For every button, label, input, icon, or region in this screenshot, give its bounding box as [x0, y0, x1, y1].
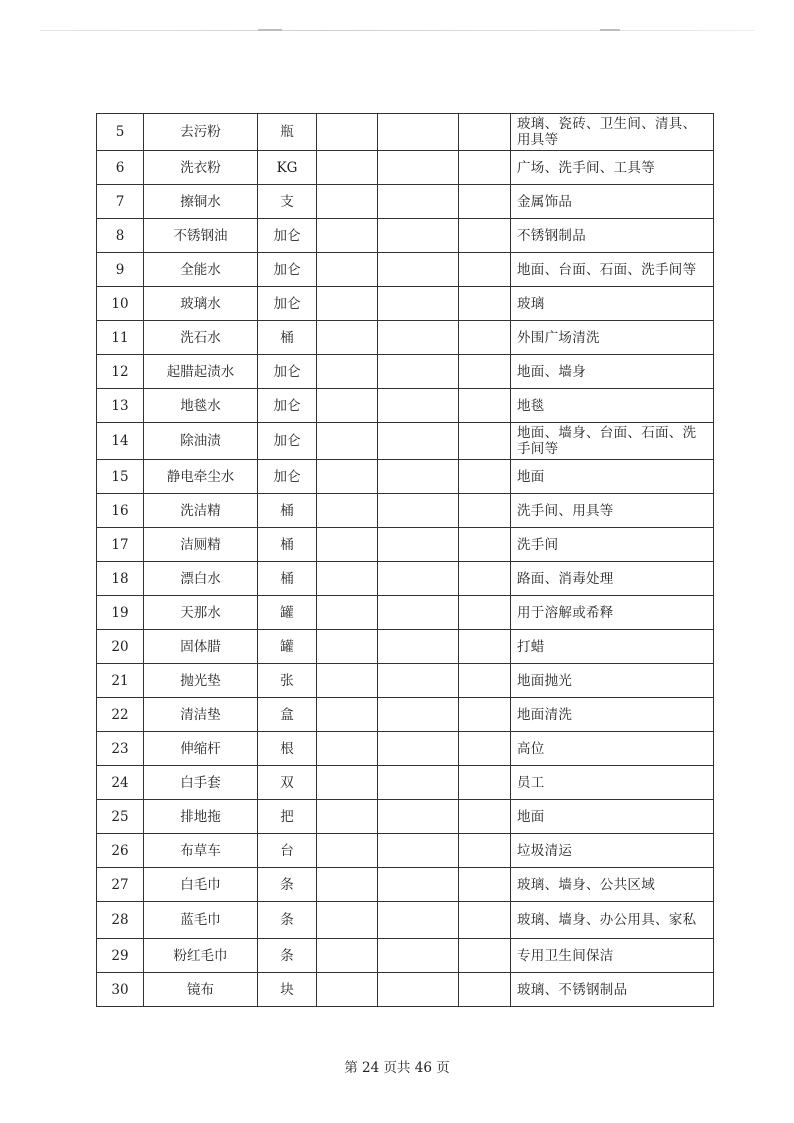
blank-cell-2: [378, 698, 459, 732]
blank-cell-2: [378, 219, 459, 253]
blank-cell-3: [459, 355, 511, 389]
blank-cell-3: [459, 732, 511, 766]
blank-cell-2: [378, 253, 459, 287]
item-name-cell: 除油渍: [144, 423, 258, 460]
item-unit-cell: 双: [258, 766, 317, 800]
blank-cell-1: [317, 664, 378, 698]
blank-cell-1: [317, 114, 378, 151]
item-name-cell: 不锈钢油: [144, 219, 258, 253]
blank-cell-3: [459, 151, 511, 185]
item-name-cell: 起腊起渍水: [144, 355, 258, 389]
item-number-cell: 15: [97, 460, 144, 494]
table-row: [97, 114, 714, 151]
table-row: [97, 939, 714, 973]
item-usage-cell: 洗手间: [511, 528, 714, 562]
table-row: [97, 287, 714, 321]
item-number-cell: 23: [97, 732, 144, 766]
item-unit-cell: 加仑: [258, 287, 317, 321]
blank-cell-1: [317, 973, 378, 1007]
blank-cell-3: [459, 528, 511, 562]
item-number-cell: 6: [97, 151, 144, 185]
blank-cell-1: [317, 596, 378, 630]
item-unit-cell: 加仑: [258, 253, 317, 287]
item-unit-cell: 桶: [258, 321, 317, 355]
blank-cell-3: [459, 664, 511, 698]
table-row: [97, 494, 714, 528]
blank-cell-3: [459, 321, 511, 355]
item-unit-cell: 桶: [258, 528, 317, 562]
item-usage-cell: 地毯: [511, 389, 714, 423]
blank-cell-2: [378, 973, 459, 1007]
item-usage-cell: 玻璃、墙身、办公用具、家私: [511, 902, 714, 939]
item-usage-cell: 垃圾清运: [511, 834, 714, 868]
item-number-cell: 14: [97, 423, 144, 460]
item-unit-cell: 加仑: [258, 355, 317, 389]
item-number-cell: 26: [97, 834, 144, 868]
item-number-cell: 12: [97, 355, 144, 389]
item-number-cell: 7: [97, 185, 144, 219]
blank-cell-3: [459, 287, 511, 321]
item-unit-cell: 加仑: [258, 389, 317, 423]
item-name-cell: 抛光垫: [144, 664, 258, 698]
blank-cell-3: [459, 630, 511, 664]
item-usage-cell: 员工: [511, 766, 714, 800]
blank-cell-2: [378, 423, 459, 460]
blank-cell-3: [459, 596, 511, 630]
blank-cell-2: [378, 939, 459, 973]
table-row: [97, 973, 714, 1007]
item-number-cell: 20: [97, 630, 144, 664]
table-row: [97, 321, 714, 355]
item-unit-cell: 加仑: [258, 460, 317, 494]
item-unit-cell: 加仑: [258, 219, 317, 253]
table-row: [97, 528, 714, 562]
blank-cell-2: [378, 766, 459, 800]
blank-cell-2: [378, 494, 459, 528]
item-name-cell: 漂白水: [144, 562, 258, 596]
item-name-cell: 洗石水: [144, 321, 258, 355]
item-usage-cell: 不锈钢制品: [511, 219, 714, 253]
blank-cell-1: [317, 834, 378, 868]
table-row: [97, 834, 714, 868]
blank-cell-1: [317, 287, 378, 321]
item-number-cell: 25: [97, 800, 144, 834]
item-unit-cell: 桶: [258, 562, 317, 596]
item-unit-cell: 盒: [258, 698, 317, 732]
item-usage-cell: 地面: [511, 460, 714, 494]
item-usage-cell: 玻璃: [511, 287, 714, 321]
item-name-cell: 地毯水: [144, 389, 258, 423]
blank-cell-3: [459, 834, 511, 868]
table-row: [97, 630, 714, 664]
blank-cell-3: [459, 939, 511, 973]
item-unit-cell: 根: [258, 732, 317, 766]
blank-cell-1: [317, 253, 378, 287]
table-row: [97, 253, 714, 287]
item-number-cell: 30: [97, 973, 144, 1007]
item-name-cell: 白毛巾: [144, 868, 258, 902]
item-name-cell: 玻璃水: [144, 287, 258, 321]
item-usage-cell: 玻璃、墙身、公共区域: [511, 868, 714, 902]
scan-artifact-mark: [258, 29, 282, 31]
table-row: [97, 185, 714, 219]
table-row: [97, 389, 714, 423]
blank-cell-2: [378, 562, 459, 596]
blank-cell-3: [459, 973, 511, 1007]
item-unit-cell: 桶: [258, 494, 317, 528]
blank-cell-3: [459, 902, 511, 939]
item-name-cell: 天那水: [144, 596, 258, 630]
item-unit-cell: 瓶: [258, 114, 317, 151]
blank-cell-1: [317, 766, 378, 800]
item-name-cell: 洗洁精: [144, 494, 258, 528]
item-unit-cell: 加仑: [258, 423, 317, 460]
item-name-cell: 固体腊: [144, 630, 258, 664]
table-body: [97, 114, 714, 1007]
table-row: [97, 902, 714, 939]
item-usage-cell: 路面、消毒处理: [511, 562, 714, 596]
item-unit-cell: 张: [258, 664, 317, 698]
blank-cell-2: [378, 902, 459, 939]
table-row: [97, 596, 714, 630]
blank-cell-3: [459, 423, 511, 460]
item-usage-cell: 地面抛光: [511, 664, 714, 698]
item-number-cell: 21: [97, 664, 144, 698]
blank-cell-2: [378, 460, 459, 494]
item-name-cell: 擦铜水: [144, 185, 258, 219]
table-row: [97, 151, 714, 185]
blank-cell-2: [378, 185, 459, 219]
item-unit-cell: 台: [258, 834, 317, 868]
item-number-cell: 5: [97, 114, 144, 151]
item-name-cell: 洗衣粉: [144, 151, 258, 185]
item-name-cell: 洁厕精: [144, 528, 258, 562]
item-unit-cell: 罐: [258, 596, 317, 630]
blank-cell-1: [317, 423, 378, 460]
table-row: [97, 355, 714, 389]
item-name-cell: 清洁垫: [144, 698, 258, 732]
item-number-cell: 27: [97, 868, 144, 902]
item-name-cell: 伸缩杆: [144, 732, 258, 766]
item-usage-cell: 玻璃、不锈钢制品: [511, 973, 714, 1007]
item-usage-cell: 用于溶解或希释: [511, 596, 714, 630]
item-number-cell: 10: [97, 287, 144, 321]
item-number-cell: 22: [97, 698, 144, 732]
item-name-cell: 全能水: [144, 253, 258, 287]
item-unit-cell: KG: [258, 151, 317, 185]
blank-cell-2: [378, 800, 459, 834]
item-usage-cell: 高位: [511, 732, 714, 766]
blank-cell-2: [378, 664, 459, 698]
blank-cell-1: [317, 800, 378, 834]
blank-cell-2: [378, 596, 459, 630]
blank-cell-1: [317, 868, 378, 902]
item-unit-cell: 支: [258, 185, 317, 219]
blank-cell-3: [459, 389, 511, 423]
blank-cell-3: [459, 114, 511, 151]
item-unit-cell: 块: [258, 973, 317, 1007]
blank-cell-3: [459, 460, 511, 494]
item-number-cell: 8: [97, 219, 144, 253]
scan-artifact-line: [40, 30, 754, 31]
table-row: [97, 766, 714, 800]
item-number-cell: 13: [97, 389, 144, 423]
item-usage-cell: 地面、墙身: [511, 355, 714, 389]
table-row: [97, 460, 714, 494]
blank-cell-3: [459, 800, 511, 834]
item-usage-cell: 洗手间、用具等: [511, 494, 714, 528]
item-number-cell: 16: [97, 494, 144, 528]
blank-cell-1: [317, 698, 378, 732]
item-number-cell: 11: [97, 321, 144, 355]
item-usage-cell: 地面、台面、石面、洗手间等: [511, 253, 714, 287]
item-number-cell: 17: [97, 528, 144, 562]
item-name-cell: 蓝毛巾: [144, 902, 258, 939]
blank-cell-1: [317, 562, 378, 596]
blank-cell-3: [459, 253, 511, 287]
blank-cell-3: [459, 766, 511, 800]
item-name-cell: 布草车: [144, 834, 258, 868]
blank-cell-1: [317, 355, 378, 389]
item-number-cell: 29: [97, 939, 144, 973]
blank-cell-1: [317, 321, 378, 355]
blank-cell-1: [317, 902, 378, 939]
blank-cell-1: [317, 460, 378, 494]
table-row: [97, 800, 714, 834]
item-number-cell: 28: [97, 902, 144, 939]
blank-cell-2: [378, 528, 459, 562]
item-usage-cell: 地面清洗: [511, 698, 714, 732]
blank-cell-3: [459, 219, 511, 253]
blank-cell-2: [378, 114, 459, 151]
item-name-cell: 去污粉: [144, 114, 258, 151]
item-usage-cell: 地面、墙身、台面、石面、洗手间等: [511, 423, 714, 460]
table-row: [97, 562, 714, 596]
item-usage-cell: 金属饰品: [511, 185, 714, 219]
blank-cell-3: [459, 698, 511, 732]
table-row: [97, 698, 714, 732]
item-unit-cell: 条: [258, 939, 317, 973]
blank-cell-2: [378, 630, 459, 664]
blank-cell-3: [459, 868, 511, 902]
table-row: [97, 423, 714, 460]
item-unit-cell: 把: [258, 800, 317, 834]
blank-cell-2: [378, 834, 459, 868]
blank-cell-2: [378, 732, 459, 766]
blank-cell-2: [378, 287, 459, 321]
item-usage-cell: 玻璃、瓷砖、卫生间、清具、用具等: [511, 114, 714, 151]
blank-cell-1: [317, 185, 378, 219]
table-row: [97, 664, 714, 698]
blank-cell-1: [317, 630, 378, 664]
blank-cell-1: [317, 528, 378, 562]
item-unit-cell: 条: [258, 868, 317, 902]
item-name-cell: 粉红毛巾: [144, 939, 258, 973]
item-unit-cell: 条: [258, 902, 317, 939]
item-usage-cell: 外围广场清洗: [511, 321, 714, 355]
blank-cell-2: [378, 389, 459, 423]
table-row: [97, 219, 714, 253]
table-row: [97, 868, 714, 902]
cleaning-supplies-table: [96, 113, 714, 1007]
blank-cell-2: [378, 151, 459, 185]
blank-cell-2: [378, 355, 459, 389]
scan-artifact-mark: [600, 29, 620, 31]
item-number-cell: 18: [97, 562, 144, 596]
blank-cell-1: [317, 939, 378, 973]
table-row: [97, 732, 714, 766]
blank-cell-3: [459, 185, 511, 219]
item-number-cell: 24: [97, 766, 144, 800]
blank-cell-1: [317, 732, 378, 766]
item-name-cell: 白手套: [144, 766, 258, 800]
blank-cell-3: [459, 562, 511, 596]
item-unit-cell: 罐: [258, 630, 317, 664]
item-name-cell: 静电牵尘水: [144, 460, 258, 494]
item-name-cell: 镜布: [144, 973, 258, 1007]
item-name-cell: 排地拖: [144, 800, 258, 834]
item-number-cell: 9: [97, 253, 144, 287]
item-usage-cell: 专用卫生间保洁: [511, 939, 714, 973]
blank-cell-2: [378, 868, 459, 902]
blank-cell-1: [317, 219, 378, 253]
blank-cell-1: [317, 389, 378, 423]
item-number-cell: 19: [97, 596, 144, 630]
blank-cell-1: [317, 494, 378, 528]
page-number: 第 24 页共 46 页: [344, 1060, 450, 1076]
item-usage-cell: 打蜡: [511, 630, 714, 664]
item-usage-cell: 广场、洗手间、工具等: [511, 151, 714, 185]
blank-cell-1: [317, 151, 378, 185]
item-usage-cell: 地面: [511, 800, 714, 834]
blank-cell-2: [378, 321, 459, 355]
blank-cell-3: [459, 494, 511, 528]
